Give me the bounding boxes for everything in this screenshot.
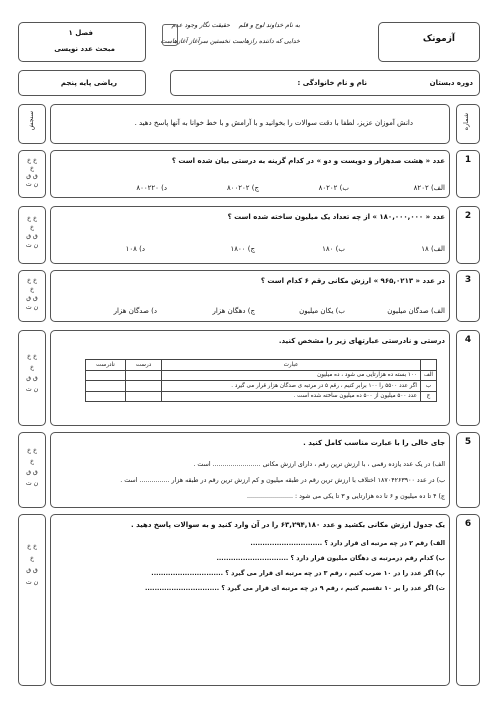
dedication-line-2: حقیقت نگار وجود عدم <box>171 22 230 29</box>
table-row <box>86 381 437 392</box>
question-3-option-b[interactable]: ب) یکان میلیون <box>299 307 345 315</box>
question-3-option-a[interactable]: الف) صدگان میلیون <box>387 307 445 315</box>
question-4-number-cell <box>456 330 480 426</box>
score-label: خ <box>30 165 34 172</box>
question-5-line-a[interactable]: الف) در یک عدد یازده رقمی ، با ارزش ترین رقم ، دارای ارزش مکانی ........................ است . <box>193 461 445 468</box>
incorrect-header: نادرست <box>86 360 126 371</box>
question-1-body <box>50 150 450 198</box>
score-label: ن ت <box>25 242 39 249</box>
score-label: خ خ <box>27 277 37 284</box>
statement-header: عبارت <box>162 360 421 371</box>
question-2-option-b[interactable]: ب) ۱۸۰ <box>322 245 345 253</box>
question-3-option-d[interactable]: د) صدگان هزار <box>113 307 157 315</box>
question-4-body <box>50 330 450 426</box>
incorrect-checkbox[interactable] <box>86 370 126 381</box>
question-1-option-b[interactable]: ب) ۸۰۲۰۲ <box>318 184 349 192</box>
score-label: خ خ <box>27 543 37 550</box>
number-column-label: شماره <box>463 113 470 131</box>
question-4-text: درستی و نادرستی عبارتهای زیر را مشخص کنید. <box>278 337 445 345</box>
score-label: خ خ <box>27 157 37 164</box>
school-logo <box>162 24 178 46</box>
question-6-line-c[interactable]: پ) اگر عدد را در ۱۰ ضرب کنیم ، رقم ۳ در چه مرتبه ای قرار می گیرد ؟ .............................. <box>151 570 445 577</box>
chapter-box <box>18 22 146 62</box>
question-5-line-b[interactable]: ب) در عدد ۱۸۷۰۴۲۶۳۹۰۰ اختلاف با ارزش ترین رقم در طبقه میلیون و کم ارزش ترین رقم در طبقه هزار ............... است . <box>120 477 445 484</box>
question-5-body <box>50 432 450 508</box>
instructions-text: دانش آموزان عزیز، لطفا با دقت سوالات را بخوانید و با آرامش و با خط خوانا به آنها پاسخ دهید . <box>134 119 413 127</box>
dedication-line-3: خدایی که داننده رازهاست <box>232 38 300 45</box>
question-5-line-c[interactable]: ج) ۴ تا ده میلیون و ۶ تا ده هزارتایی و ۳ تا یکی می شود : ....................... <box>246 493 445 500</box>
correct-header: درست <box>126 360 162 371</box>
dedication-line-1: به نام خداوند لوح و قلم <box>238 22 300 29</box>
score-label: ن ت <box>25 181 39 188</box>
table-row <box>86 391 437 402</box>
question-6-line-d[interactable]: ت) اگر عدد را بر ۱۰ تقسیم کنیم ، رقم ۹ در چه مرتبه ای قرار می گیرد ؟ ............................... <box>145 585 445 592</box>
score-label: ق ق <box>26 375 38 382</box>
question-1-text: عدد « هشت صدهزار و دویست و دو » در کدام گزینه به درستی بیان شده است ؟ <box>171 157 445 165</box>
table-row <box>86 370 437 381</box>
score-label: ق ق <box>26 567 38 574</box>
question-5-number: 5 <box>464 437 472 447</box>
question-3-option-c[interactable]: ج) دهگان هزار <box>212 307 255 315</box>
question-2-text: عدد « ۱۸۰,۰۰۰,۰۰۰ » از چه تعداد یک میلیون ساخته شده است ؟ <box>227 213 445 221</box>
question-2-number: 2 <box>464 211 472 221</box>
score-label: ق ق <box>26 295 38 302</box>
score-label: ق ق <box>26 173 38 180</box>
question-3-text: در عدد « ۹۶۵,۰۲۱۳ » ارزش مکانی رقم ۶ کدام است ؟ <box>260 277 445 285</box>
instructions-box <box>50 104 450 144</box>
row-statement: ۱۰۰ بسته ده هزارتایی می شود ، ده میلیون <box>162 370 421 381</box>
incorrect-checkbox[interactable] <box>86 391 126 402</box>
question-3-body <box>50 270 450 322</box>
student-name-label: نام و نام خانوادگی : <box>297 79 367 87</box>
question-6-score-cell[interactable] <box>18 514 46 686</box>
question-5-text: جای خالی را با عبارت مناسب کامل کنید . <box>303 439 445 447</box>
score-label: ق ق <box>26 233 38 240</box>
score-label: خ <box>30 224 34 231</box>
question-4-number: 4 <box>464 335 472 345</box>
question-6-number-cell <box>456 514 480 686</box>
topic-label: مبحث عدد نویسی <box>54 45 115 53</box>
correct-checkbox[interactable] <box>126 381 162 392</box>
correct-checkbox[interactable] <box>126 370 162 381</box>
score-label: ن ت <box>25 579 39 586</box>
row-statement: اگر عدد ۵۵۰۰ را ۱۰۰ برابر کنیم ، رقم ۵ در مرتبه ی صدگان هزار قرار می گیرد . <box>162 381 421 392</box>
question-3-score-cell[interactable] <box>18 270 46 322</box>
subject-box <box>18 70 146 96</box>
school-level-label: دوره دبستان <box>429 79 473 87</box>
question-6-body <box>50 514 450 686</box>
correct-checkbox[interactable] <box>126 391 162 402</box>
question-1-option-d[interactable]: د) ۸۰۰۲۲۰ <box>136 184 167 192</box>
subject-label: ریاضی پایه پنجم <box>60 79 117 87</box>
question-2-option-c[interactable]: ج) ۱۸۰۰ <box>230 245 255 253</box>
dedication-line-4: نخستین سرآغاز آغازهاست <box>160 38 230 45</box>
chapter-label: فصل ۱ <box>68 29 93 37</box>
score-label: ن ت <box>25 480 39 487</box>
score-label: ق ق <box>26 469 38 476</box>
question-2-number-cell <box>456 206 480 264</box>
number-column-header <box>456 104 480 144</box>
score-label: خ <box>30 458 34 465</box>
question-1-score-cell[interactable] <box>18 150 46 198</box>
score-label: خ خ <box>27 447 37 454</box>
question-2-option-d[interactable]: د) ۱۰۸ <box>125 245 145 253</box>
question-6-text: یک جدول ارزش مکانی بکشید و عدد ۶۳,۲۹۴,۱۸۰ را در آن وارد کنید و به سوالات پاسخ دهید . <box>130 521 445 529</box>
row-statement: عدد ۵۰۰ میلیون از ۵۰۰ ده میلیون ساخته شده است . <box>162 391 421 402</box>
question-4-score-cell[interactable] <box>18 330 46 426</box>
score-label: ن ت <box>25 386 39 393</box>
question-6-line-a[interactable]: الف) رقم ۲ در چه مرتبه ای قرار دارد ؟ .............................. <box>250 540 445 547</box>
table-header-row <box>86 360 437 371</box>
question-5-number-cell <box>456 432 480 508</box>
question-6-line-b[interactable]: ب) کدام رقم درمرتبه ی دهگان میلیون قرار دارد ؟ .............................. <box>216 555 445 562</box>
incorrect-checkbox[interactable] <box>86 381 126 392</box>
question-3-number: 3 <box>464 275 472 285</box>
true-false-table <box>85 359 437 402</box>
test-title: آزمونک <box>422 34 455 44</box>
table-label-header <box>420 360 436 371</box>
row-label: ج <box>420 391 436 402</box>
row-label: الف <box>420 370 436 381</box>
question-1-option-a[interactable]: الف) ۸۲۰۲ <box>413 184 445 192</box>
question-2-option-a[interactable]: الف) ۱۸ <box>421 245 445 253</box>
header-title-box <box>378 22 480 62</box>
score-label: خ خ <box>27 353 37 360</box>
question-5-score-cell[interactable] <box>18 432 46 508</box>
place-value-table-area[interactable] <box>61 601 441 681</box>
score-label: ن ت <box>25 304 39 311</box>
question-1-number-cell <box>456 150 480 198</box>
score-label: خ خ <box>27 215 37 222</box>
question-6-number: 6 <box>464 519 472 529</box>
score-label: خ <box>30 364 34 371</box>
student-info-box <box>170 70 480 96</box>
question-1-number: 1 <box>464 155 472 165</box>
question-2-score-cell[interactable] <box>18 206 46 264</box>
dedication <box>160 20 360 64</box>
score-column-label: سنجش <box>28 111 35 131</box>
score-label: خ <box>30 286 34 293</box>
question-1-option-c[interactable]: ج) ۸۰۰۲۰۲ <box>226 184 259 192</box>
question-3-number-cell <box>456 270 480 322</box>
score-label: خ <box>30 555 34 562</box>
question-2-body <box>50 206 450 264</box>
row-label: ب <box>420 381 436 392</box>
score-column-header <box>18 104 46 144</box>
